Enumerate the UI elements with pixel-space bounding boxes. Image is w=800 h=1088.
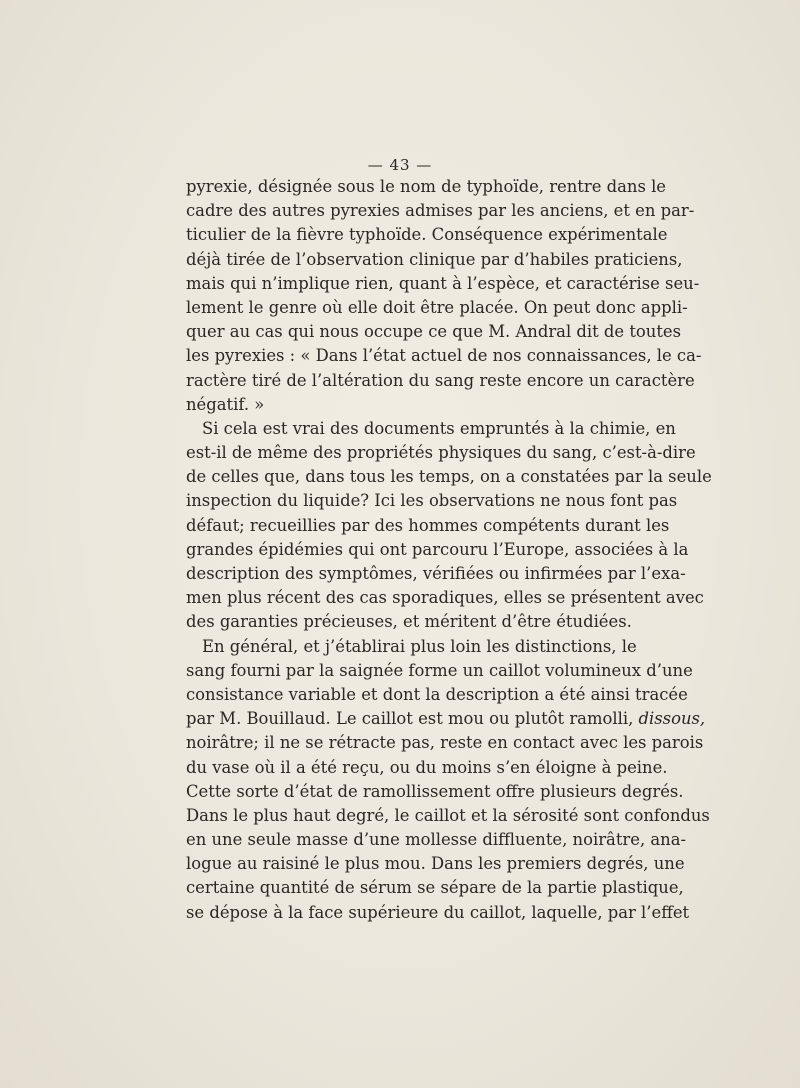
text-line: déjà tirée de l’observation clinique par d’habiles praticiens, xyxy=(186,249,683,269)
text-line: logue au raisiné le plus mou. Dans les premiers degrés, une xyxy=(186,854,685,874)
paragraph-start-line: En général, et j’établirai plus loin les distinctions, le xyxy=(202,636,637,656)
text-line: Cette sorte d’état de ramollissement offre plusieurs degrés. xyxy=(186,781,684,801)
page-number: — 43 — xyxy=(367,156,433,174)
text-line: des garanties précieuses, et méritent d’être étudiées. xyxy=(186,612,632,632)
text-line: mais qui n’implique rien, quant à l’espèce, et caractérise seu- xyxy=(186,273,700,293)
text-line: cadre des autres pyrexies admises par les anciens, et en par- xyxy=(186,201,695,221)
text-line: négatif. » xyxy=(186,394,265,414)
italic-word: dissous, xyxy=(638,709,706,729)
text-line: Dans le plus haut degré, le caillot et la sérosité sont confondus xyxy=(186,805,710,825)
text-line xyxy=(186,707,706,731)
text-segment: par M. Bouillaud. Le caillot est mou ou plutôt ramolli, xyxy=(186,709,634,729)
text-line: grandes épidémies qui ont parcouru l’Europe, associées à la xyxy=(186,539,689,559)
text-line: noirâtre; il ne se rétracte pas, reste en contact avec les parois xyxy=(186,733,704,753)
text-line: défaut; recueillies par des hommes compétents durant les xyxy=(186,515,670,535)
text-line: du vase où il a été reçu, ou du moins s’en éloigne à peine. xyxy=(186,757,668,777)
text-line: consistance variable et dont la description a été ainsi tracée xyxy=(186,684,688,704)
text-line: ractère tiré de l’altération du sang reste encore un caractère xyxy=(186,370,695,390)
text-line: pyrexie, désignée sous le nom de typhoïde, rentre dans le xyxy=(186,177,667,196)
text-line: certaine quantité de sérum se sépare de la partie plastique, xyxy=(186,878,684,898)
text-line: sang fourni par la saignée forme un caillot volumineux d’une xyxy=(186,660,693,680)
text-line: lement le genre où elle doit être placée. On peut donc appli- xyxy=(186,297,688,317)
text-line: description des symptômes, vérifiées ou infirmées par l’exa- xyxy=(186,564,686,583)
text-line: les pyrexies : « Dans l’état actuel de nos connaissances, le ca- xyxy=(186,346,702,366)
text-line: se dépose à la face supérieure du caillot, laquelle, par l’effet xyxy=(186,902,690,922)
text-line: de celles que, dans tous les temps, on a constatées par la seule xyxy=(186,467,712,487)
body-text xyxy=(186,175,712,925)
text-line: quer au cas qui nous occupe ce que M. Andral dit de toutes xyxy=(186,322,682,342)
text-line: ticulier de la fièvre typhoïde. Conséquence expérimentale xyxy=(186,225,668,245)
text-line: en une seule masse d’une mollesse diffluente, noirâtre, ana- xyxy=(186,830,687,850)
text-line: est-il de même des propriétés physiques du sang, c’est-à-dire xyxy=(186,443,696,463)
text-line: men plus récent des cas sporadiques, elles se présentent avec xyxy=(186,588,704,608)
paragraph-start-line: Si cela est vrai des documents empruntés à la chimie, en xyxy=(202,418,676,438)
text-line: inspection du liquide? Ici les observations ne nous font pas xyxy=(186,491,678,511)
